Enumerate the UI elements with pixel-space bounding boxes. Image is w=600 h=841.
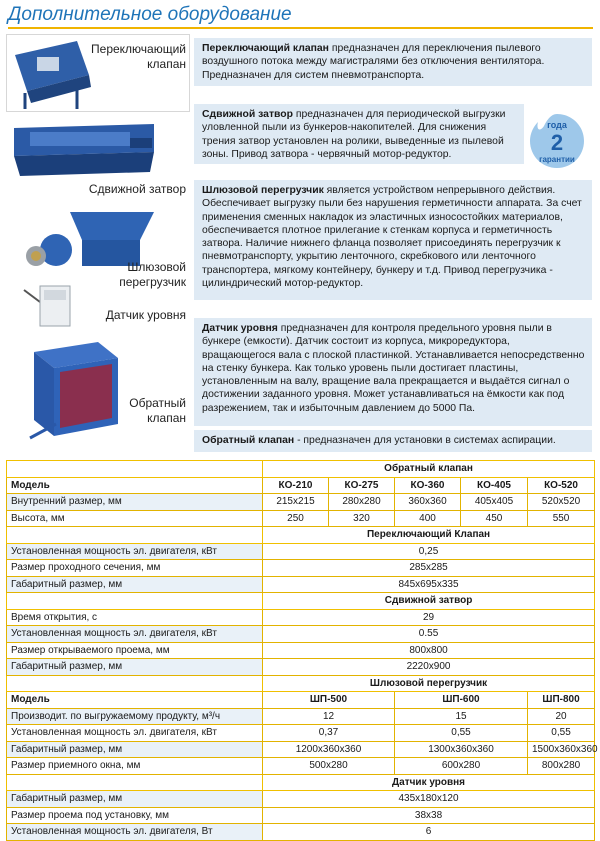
row-label: Размер проходного сечения, мм (7, 560, 263, 577)
value-cell: 280х280 (329, 494, 395, 511)
desc-term: Шлюзовой перегрузчик (202, 185, 324, 196)
title-underline (8, 27, 593, 29)
check-valve-photo-frame (26, 338, 122, 442)
table-row (7, 626, 595, 643)
value-cell: 0,25 (263, 543, 595, 560)
section-row-slide-gate (7, 593, 595, 610)
table-row (7, 758, 595, 775)
value-cell: 15 (395, 708, 528, 725)
table-row (7, 543, 595, 560)
spec-table (6, 460, 598, 841)
badge-top-text: года (547, 120, 567, 130)
desc-text: является устройством непрерывного действия. Обеспечивает выгрузку пыли без нарушения герметичности аппарата. За счет применения сменных накладок из эластичных износостойких материалов, обеспечивается плотное прилегание к стенкам корпуса и герметичность затвора. Наличие нижнего фланца позволяет присоединять перегрузчик к пневмотранспорту, укрытию ленточного, скребкового или ленточного транспортера, мягкому контейнеру, бункеру и т.д. Привод перегрузчика - цилиндрический мотор-редуктор. (202, 185, 582, 290)
model-cell: ШП-800 (528, 692, 595, 709)
caption-slide-gate: Сдвижной затвор (88, 182, 186, 196)
table-row (7, 741, 595, 758)
desc-sluice (194, 180, 592, 300)
desc-term: Переключающий клапан (202, 43, 329, 54)
table-row (7, 609, 595, 626)
row-label: Установленная мощность эл. двигателя, Вт (7, 824, 263, 841)
desc-text: предназначен для контроля предельного уровня пыли в бункере (емкости). Датчик состоит из корпуса, микроредуктора, вращающегося вала с плоской пластинкой. Устанавливается непосредственно на стенку бункера. Как только уровень пыли достигает пластины, установленным на валу, вращение вала прекращается и выдаётся сигнал о достижении заданного уровня. Может устанавливаться на ёмкости как под разрежением, так и избыточным давлением до 5000 Па. (202, 323, 585, 414)
value-cell: 6 (263, 824, 595, 841)
desc-term: Сдвижной затвор (202, 109, 293, 120)
value-cell: 845х695х335 (263, 576, 595, 593)
table-row (7, 477, 595, 494)
caption-level-sensor: Датчик уровня (105, 308, 186, 322)
value-cell: 2220х900 (263, 659, 595, 676)
row-label: Внутренний размер, мм (7, 494, 263, 511)
section-row-sluice (7, 675, 595, 692)
model-cell: КО-210 (263, 477, 329, 494)
table-row (7, 494, 595, 511)
model-cell: ШП-500 (263, 692, 395, 709)
value-cell: 0,55 (528, 725, 595, 742)
desc-text: - предназначен для установки в системах аспирации. (294, 435, 556, 446)
desc-switch-valve (194, 38, 592, 86)
value-cell: 250 (263, 510, 329, 527)
row-label: Габаритный размер, мм (7, 741, 263, 758)
value-cell: 285х285 (263, 560, 595, 577)
table-row (7, 708, 595, 725)
section-title: Переключающий Клапан (263, 527, 595, 544)
table-row (7, 692, 595, 709)
model-cell: КО-275 (329, 477, 395, 494)
row-label: Производит. по выгружаемому продукту, м³/ч (7, 708, 263, 725)
section-row-switch-valve (7, 527, 595, 544)
value-cell: 800х280 (528, 758, 595, 775)
model-cell: ШП-600 (395, 692, 528, 709)
value-cell: 20 (528, 708, 595, 725)
row-label: Габаритный размер, мм (7, 791, 263, 808)
row-label: Габаритный размер, мм (7, 659, 263, 676)
slide-gate-photo-frame (10, 118, 158, 180)
caption-switch-valve: Переключающий клапан (91, 42, 186, 71)
value-cell: 320 (329, 510, 395, 527)
caption-sluice: Шлюзовой перегрузчик (119, 260, 186, 289)
value-cell: 12 (263, 708, 395, 725)
value-cell: 435х180х120 (263, 791, 595, 808)
table-row (7, 659, 595, 676)
value-cell: 0.55 (263, 626, 595, 643)
row-label: Размер приемного окна, мм (7, 758, 263, 775)
section-row-level-sensor (7, 774, 595, 791)
level-sensor-photo-frame (22, 280, 76, 330)
table-row (7, 510, 595, 527)
badge-bottom-text: гарантии (539, 155, 575, 164)
value-cell: 0,37 (263, 725, 395, 742)
desc-text: предназначен для периодической выгрузки уловленной пыли из бункеров-накопителей. Для снижения трения затвор установлен на ролики, выведенные из пылевой зоны. Привод затвора - червячный мотор-редуктор. (202, 109, 506, 160)
row-label: Габаритный размер, мм (7, 576, 263, 593)
desc-text: предназначен для переключения пылевого воздушного потока между магистралями без отключения вентилятора. Предназначен для систем пневмотранспорта. (202, 43, 545, 81)
model-cell: КО-360 (395, 477, 461, 494)
row-label: Время открытия, с (7, 609, 263, 626)
level-sensor-illustration (22, 280, 76, 330)
row-label: Модель (7, 477, 263, 494)
row-label: Модель (7, 692, 263, 709)
value-cell: 38х38 (263, 807, 595, 824)
table-row (7, 560, 595, 577)
value-cell: 405х405 (461, 494, 528, 511)
row-label: Высота, мм (7, 510, 263, 527)
section-title: Обратный клапан (263, 461, 595, 478)
slide-gate-illustration (10, 118, 158, 180)
value-cell: 500х280 (263, 758, 395, 775)
table-row (7, 824, 595, 841)
table-row (7, 725, 595, 742)
badge-number: 2 (550, 130, 564, 155)
value-cell: 215х215 (263, 494, 329, 511)
section-title: Датчик уровня (263, 774, 595, 791)
row-label: Установленная мощность эл. двигателя, кВт (7, 626, 263, 643)
section-row-check-valve (7, 461, 595, 478)
value-cell: 29 (263, 609, 595, 626)
value-cell: 450 (461, 510, 528, 527)
row-label: Установленная мощность эл. двигателя, кВт (7, 543, 263, 560)
desc-term: Обратный клапан (202, 435, 295, 446)
check-valve-illustration (26, 338, 122, 442)
row-label: Размер открываемого проема, мм (7, 642, 263, 659)
value-cell: 1500х360х360 (528, 741, 595, 758)
value-cell: 550 (528, 510, 595, 527)
table-row (7, 791, 595, 808)
row-label: Размер проема под установку, мм (7, 807, 263, 824)
value-cell: 360х360 (395, 494, 461, 511)
table-row (7, 807, 595, 824)
table-row (7, 576, 595, 593)
table-row (7, 642, 595, 659)
desc-slide-gate (194, 104, 524, 164)
value-cell: 0,55 (395, 725, 528, 742)
equipment-pictures (6, 34, 190, 454)
model-cell: КО-520 (528, 477, 595, 494)
model-cell: КО-405 (461, 477, 528, 494)
warranty-badge-icon (528, 112, 586, 170)
caption-check-valve: Обратный клапан (129, 396, 186, 425)
section-title: Шлюзовой перегрузчик (263, 675, 595, 692)
value-cell: 520х520 (528, 494, 595, 511)
value-cell: 600х280 (395, 758, 528, 775)
desc-term: Датчик уровня (202, 323, 278, 334)
row-label: Установленная мощность эл. двигателя, кВт (7, 725, 263, 742)
section-title: Сдвижной затвор (263, 593, 595, 610)
value-cell: 400 (395, 510, 461, 527)
value-cell: 800х800 (263, 642, 595, 659)
page-title: Дополнительное оборудование (8, 4, 292, 25)
desc-level-sensor (194, 318, 592, 426)
value-cell: 1200х360х360 (263, 741, 395, 758)
desc-check-valve (194, 430, 592, 452)
value-cell: 1300х360х360 (395, 741, 528, 758)
